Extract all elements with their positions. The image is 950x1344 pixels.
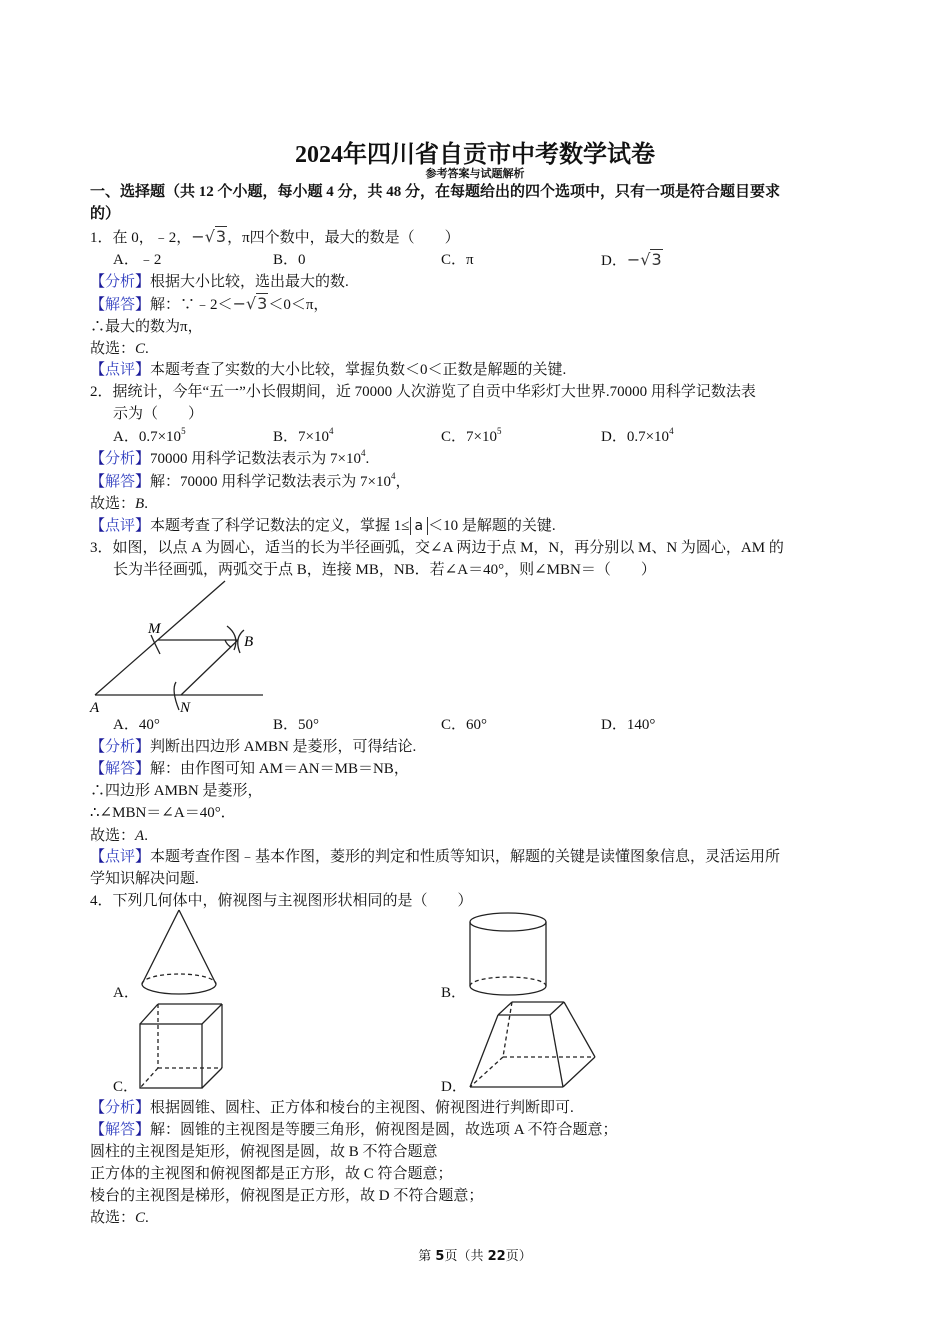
tag-label: 点评 <box>105 362 136 378</box>
analysis-text: 根据圆锥、圆柱、正方体和棱台的主视图、俯视图进行判断即可. <box>150 1100 574 1116</box>
option-base: 7×10 <box>298 429 329 445</box>
answer-letter: C <box>135 341 146 357</box>
frustum-figure <box>468 1000 598 1090</box>
solution-text: 解：∵﹣2＜ <box>150 297 233 313</box>
section-heading <box>90 181 780 203</box>
q4-option-d-label: D． <box>441 1079 467 1095</box>
option-label: B． <box>273 717 299 733</box>
q4-option-c-label: C． <box>113 1079 139 1095</box>
solution-text: 解：由作图可知 AM＝AN＝MB＝NB， <box>150 761 409 777</box>
answer-letter: B <box>135 496 145 512</box>
q1-solution <box>90 293 328 316</box>
page-footer <box>0 1245 950 1264</box>
comment-text: 本题考查了科学记数法的定义，掌握 1≤ <box>150 518 410 534</box>
q2-option-b <box>273 426 333 448</box>
q1-number: 1． <box>90 230 113 246</box>
solution-tag: 【解答】 <box>90 474 151 490</box>
option-label: C． <box>441 252 467 268</box>
comment-tag: 【点评】 <box>90 362 151 378</box>
q3-option-a <box>113 714 160 736</box>
point-label-m: M <box>148 621 161 637</box>
q3-option-c <box>441 714 487 736</box>
q1-solution-line: ∴最大的数为π， <box>90 319 203 335</box>
option-exponent: 4 <box>328 426 334 436</box>
q3-stem <box>90 537 784 559</box>
rhombus-construction-figure <box>88 578 278 718</box>
absolute-value-expression: a <box>410 517 429 535</box>
q3-number: 3． <box>90 540 113 556</box>
analysis-text: 判断出四边形 AMBN 是菱形，可得结论. <box>150 739 417 755</box>
section-heading-cont <box>90 203 120 225</box>
option-label: A． <box>113 717 139 733</box>
option-exponent: 4 <box>669 426 674 436</box>
q2-comment <box>90 515 556 537</box>
solution-text: ＜0＜π， <box>268 297 329 313</box>
analysis-text: 根据大小比较，选出最大的数. <box>150 274 349 290</box>
q3-stem-line1: 如图，以点 A 为圆心，适当的长为半径画弧，交∠A 两边于点 M，N，再分别以 M、N 为圆心，AM 的 <box>112 540 784 556</box>
cube-figure <box>138 1002 226 1092</box>
q3-comment <box>90 846 780 868</box>
solution-tag: 【解答】 <box>90 297 151 313</box>
comment-text: 本题考查作图﹣基本作图，菱形的判定和性质等知识，解题的关键是读懂图象信息，灵活运用所 <box>150 849 781 865</box>
solution-tag: 【解答】 <box>90 1122 151 1138</box>
q3-stem-cont: 长为半径画弧，两弧交于点 B，连接 MB，NB．若∠A＝40°，则∠MBN＝（ ） <box>113 562 656 578</box>
answer-letter: A <box>135 828 145 844</box>
option-base: 7×10 <box>466 429 497 445</box>
q3-option-d <box>601 714 655 736</box>
q4-option-a-label: A． <box>113 985 139 1001</box>
q1-option-c <box>441 249 474 271</box>
page-title: 2024年四川省自贡市中考数学试卷 <box>295 142 655 168</box>
q2-number: 2． <box>90 384 113 400</box>
answer-prefix: 故选： <box>90 828 136 844</box>
tag-label: 分析 <box>105 274 136 290</box>
q3-solution <box>90 758 409 780</box>
tag-label: 解答 <box>105 474 136 490</box>
option-exponent: 5 <box>181 426 186 436</box>
radicand: 3 <box>257 294 268 313</box>
q1-answer: 故选：C. <box>90 341 149 357</box>
option-text: 140° <box>626 717 656 733</box>
analysis-text: 70000 用科学记数法表示为 7×10 <box>150 451 362 467</box>
tag-label: 点评 <box>105 518 136 534</box>
q3-solution-line: ∴四边形 AMBN 是菱形， <box>90 783 263 799</box>
point-label-n: N <box>180 700 191 716</box>
q1-comment <box>90 359 566 381</box>
radical-expression: −√3 <box>191 227 227 246</box>
solution-tag: 【解答】 <box>90 761 151 777</box>
exponent: 4 <box>391 471 396 481</box>
q2-stem-line1: 据统计，今年“五一”小长假期间，近 70000 人次游览了自贡中华彩灯大世界.70000 用科学记数法表 <box>112 384 756 400</box>
comment-text: 本题考查了实数的大小比较，掌握负数＜0＜正数是解题的关键. <box>150 362 567 378</box>
answer-prefix: 故选： <box>90 341 136 357</box>
footer-text: 第 <box>418 1249 436 1264</box>
option-label: C． <box>441 429 467 445</box>
option-label: A． <box>113 429 139 445</box>
q4-solution-line: 正方体的主视图和俯视图都是正方形，故 C 符合题意； <box>90 1166 453 1182</box>
q2-stem <box>90 381 756 403</box>
option-label: B． <box>273 252 299 268</box>
cone-figure <box>138 908 220 996</box>
option-base: 0.7×10 <box>626 429 670 445</box>
radical-expression: −√3 <box>232 294 268 313</box>
q1-stem <box>90 226 460 249</box>
analysis-tag: 【分析】 <box>90 1100 151 1116</box>
footer-text: 页（共 <box>444 1249 488 1264</box>
option-label: C． <box>441 717 467 733</box>
q2-option-a <box>113 426 186 448</box>
punct: ， <box>395 474 411 490</box>
q4-solution-line: 棱台的主视图是梯形，俯视图是正方形，故 D 不符合题意； <box>90 1188 484 1204</box>
tag-label: 分析 <box>105 451 136 467</box>
q2-analysis <box>90 448 369 470</box>
option-label: B． <box>273 429 299 445</box>
section-heading-line1: 一、选择题（共 12 个小题，每小题 4 分，共 48 分，在每题给出的四个选项中，只有一项是符合题目要求 <box>90 184 781 200</box>
solution-text: 解：70000 用科学记数法表示为 7×10 <box>150 474 392 490</box>
page-subtitle: 参考答案与试题解析 <box>425 168 525 180</box>
answer-prefix: 故选： <box>90 496 136 512</box>
radicand: 3 <box>651 250 662 269</box>
radical-expression: −√3 <box>626 250 662 269</box>
point-label-a: A <box>90 700 100 716</box>
option-label: D． <box>601 717 627 733</box>
q2-option-c <box>441 426 501 448</box>
option-text: 0 <box>298 252 306 268</box>
comment-tag: 【点评】 <box>90 849 151 865</box>
page-total: 22 <box>487 1249 506 1264</box>
q4-number: 4． <box>90 893 113 909</box>
cylinder-figure <box>468 912 548 998</box>
q2-stem-cont: 示为（ ） <box>113 406 204 422</box>
q4-solution-line: 圆柱的主视图是矩形，俯视图是圆，故 B 不符合题意 <box>90 1144 438 1160</box>
option-text: 60° <box>466 717 488 733</box>
tag-label: 分析 <box>105 1100 136 1116</box>
option-label: D． <box>601 253 627 269</box>
solution-text: 解：圆锥的主视图是等腰三角形，俯视图是圆，故选项 A 不符合题意； <box>150 1122 618 1138</box>
q4-solution <box>90 1119 618 1141</box>
option-text: ﹣2 <box>138 252 162 268</box>
answer-prefix: 故选： <box>90 1210 136 1226</box>
q1-option-a <box>113 249 161 271</box>
comment-tag: 【点评】 <box>90 518 151 534</box>
page-number: 5 <box>435 1249 445 1264</box>
q2-solution <box>90 471 411 493</box>
footer-text: 页） <box>505 1249 532 1264</box>
q1-stem-part2: ，π四个数中，最大的数是（ ） <box>227 230 460 246</box>
q3-answer: 故选：A. <box>90 828 148 844</box>
q3-comment-cont: 学知识解决问题. <box>90 871 199 887</box>
option-text: 50° <box>298 717 320 733</box>
analysis-tag: 【分析】 <box>90 739 151 755</box>
option-text: 40° <box>138 717 160 733</box>
tag-label: 点评 <box>105 849 136 865</box>
option-label: D． <box>601 429 627 445</box>
q1-option-b <box>273 249 306 271</box>
option-exponent: 5 <box>496 426 502 436</box>
q1-option-d <box>601 249 663 272</box>
q2-option-d <box>601 426 674 448</box>
q4-option-b-label: B． <box>441 985 467 1001</box>
option-text: π <box>466 252 474 268</box>
analysis-tag: 【分析】 <box>90 274 151 290</box>
tag-label: 解答 <box>105 761 136 777</box>
q3-solution-line: ∴∠MBN＝∠A＝40°． <box>90 805 236 821</box>
q3-analysis <box>90 736 416 758</box>
section-heading-line2: 的） <box>90 206 121 222</box>
radicand: 3 <box>215 227 227 246</box>
q3-option-b <box>273 714 319 736</box>
q1-analysis <box>90 271 349 293</box>
q4-stem-text: 下列几何体中，俯视图与主视图形状相同的是（ ） <box>112 893 473 909</box>
comment-text: ＜10 是解题的关键. <box>428 518 556 534</box>
exponent: 4 <box>361 448 366 458</box>
option-base: 0.7×10 <box>138 429 182 445</box>
q4-answer: 故选：C. <box>90 1210 149 1226</box>
punct: . <box>365 451 370 467</box>
option-label: A． <box>113 252 139 268</box>
tag-label: 解答 <box>105 297 136 313</box>
point-label-b: B <box>244 634 254 650</box>
q4-analysis <box>90 1097 574 1119</box>
analysis-tag: 【分析】 <box>90 451 151 467</box>
answer-letter: C <box>135 1210 146 1226</box>
tag-label: 分析 <box>105 739 136 755</box>
q1-stem-part1: 在 0，﹣2， <box>112 230 192 246</box>
tag-label: 解答 <box>105 1122 136 1138</box>
q2-answer: 故选：B. <box>90 496 148 512</box>
